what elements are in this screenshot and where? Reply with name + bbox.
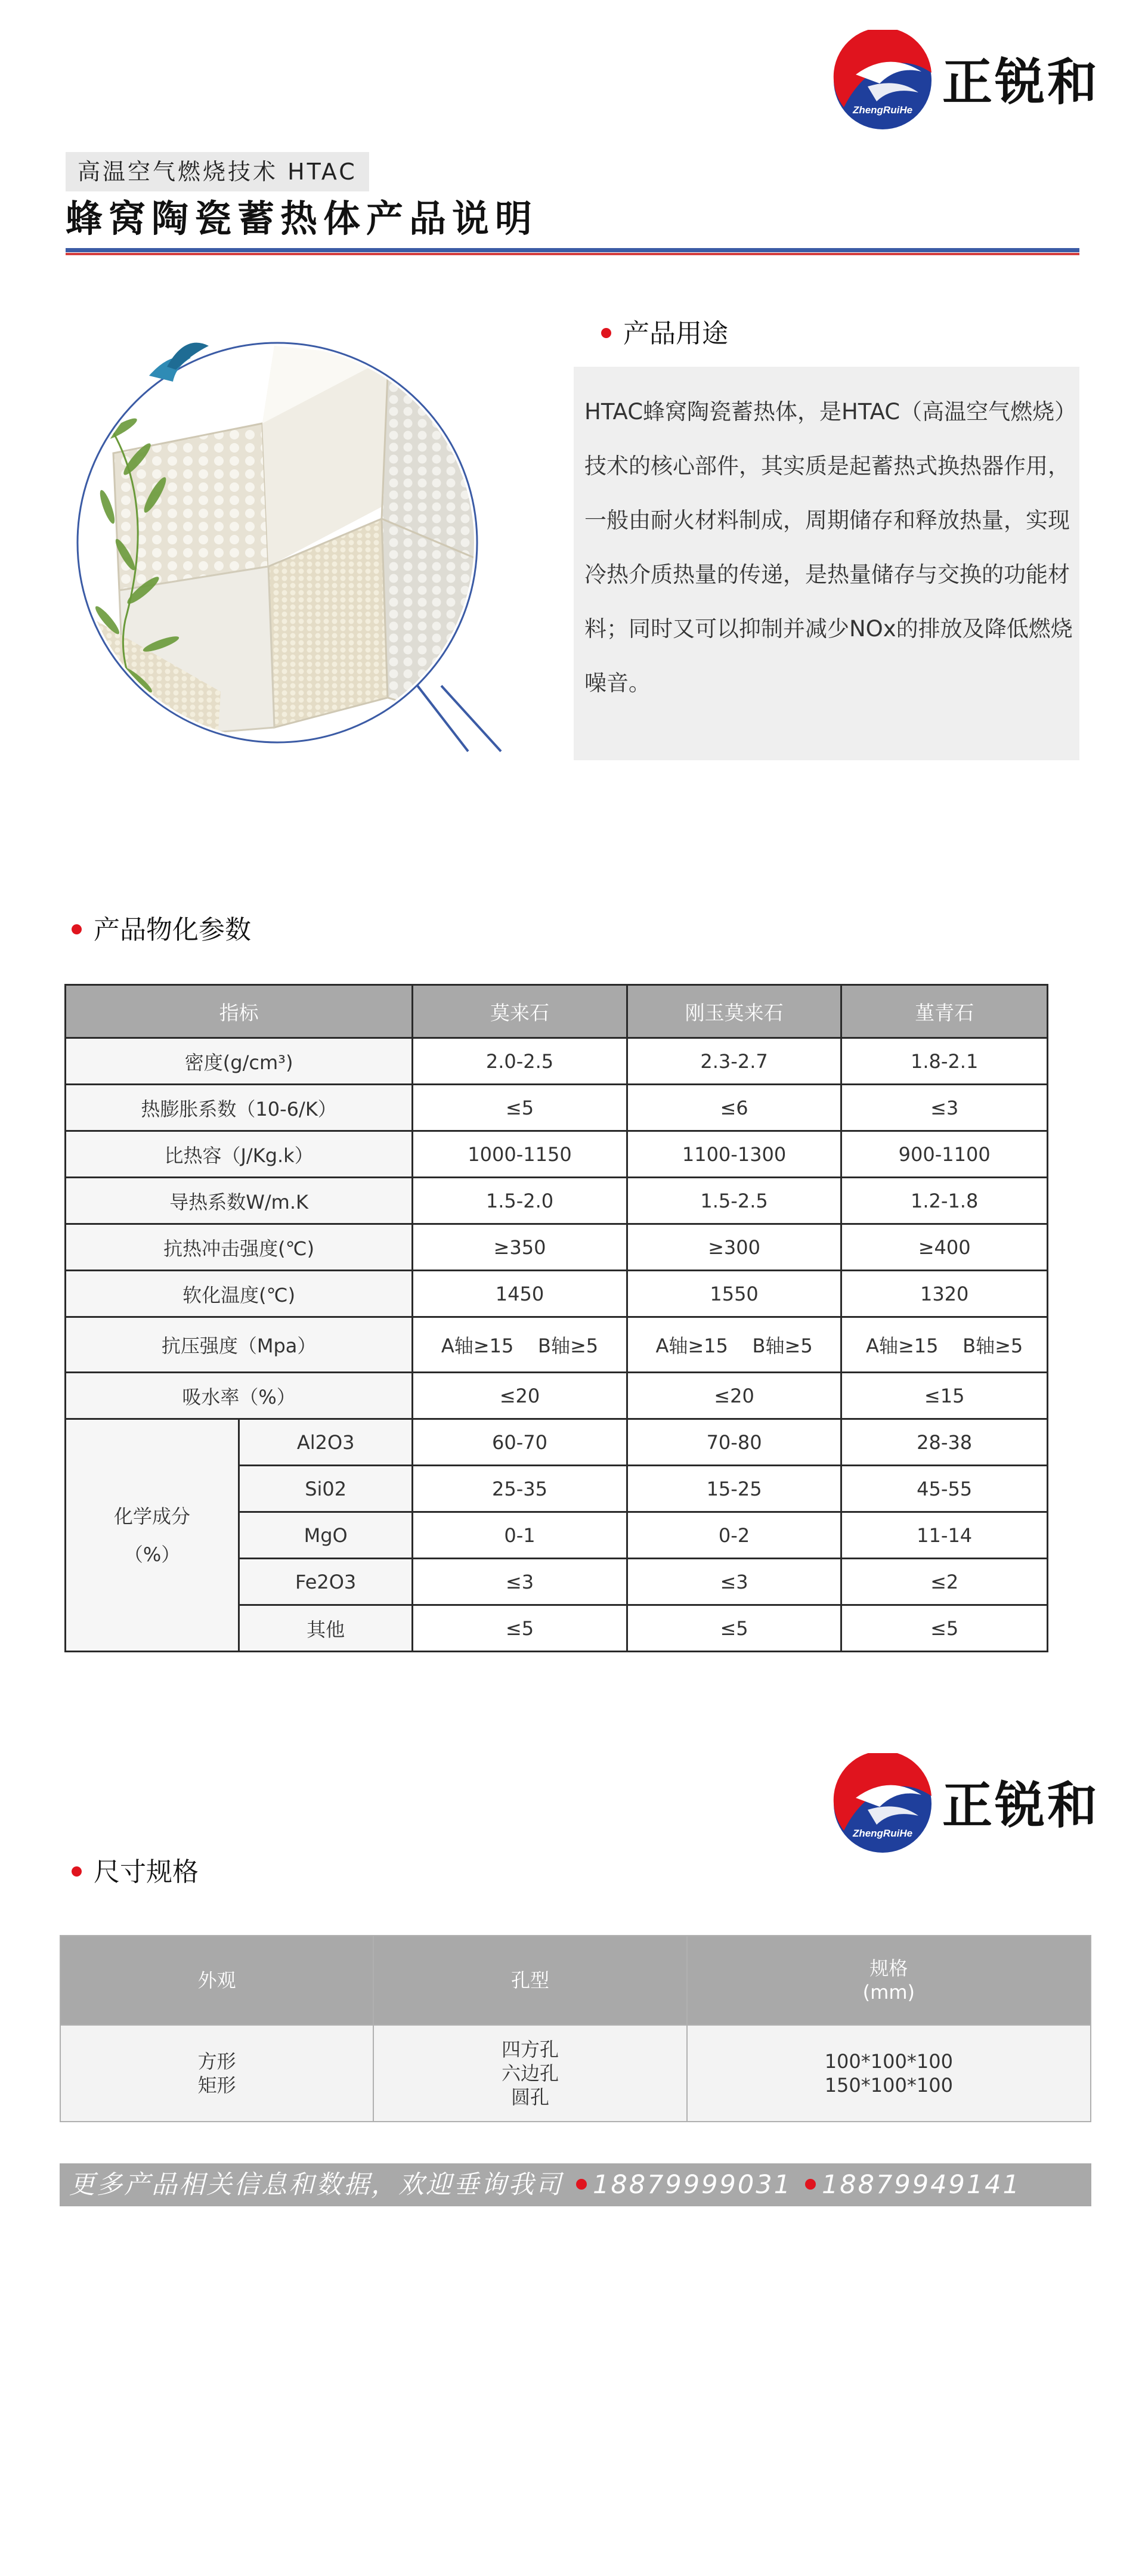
table-cell: 热膨胀系数（10-6/K）	[66, 1085, 413, 1131]
bullet-dot-icon	[72, 924, 82, 934]
table-cell: ≤3	[841, 1085, 1048, 1131]
spec-header-line-1: 规格	[869, 1957, 908, 1980]
table-cell: ≤20	[627, 1373, 841, 1419]
table-cell: ≤6	[627, 1085, 841, 1131]
table-header-cell: 莫来石	[413, 985, 627, 1038]
table-cell: 1100-1300	[627, 1131, 841, 1178]
table-row	[66, 1085, 1048, 1131]
physchem-heading	[72, 912, 251, 948]
table-cell: ≤5	[627, 1605, 841, 1652]
table-cell: 60-70	[413, 1419, 627, 1466]
table-cell: 抗压强度（Mpa）	[66, 1317, 413, 1373]
footer-contact-bar	[60, 2163, 1091, 2206]
table-cell: 密度(g/cm³)	[66, 1038, 413, 1085]
sizes-heading	[72, 1854, 199, 1890]
table-cell: 15-25	[627, 1466, 841, 1512]
table-cell: 70-80	[627, 1419, 841, 1466]
table-cell: Fe2O3	[239, 1559, 413, 1605]
phone-number-1[interactable]: 18879999031	[593, 2170, 792, 2200]
brand-name: 正锐和	[942, 1776, 1100, 1835]
spec-cell	[687, 2025, 1091, 2122]
hole-cell	[373, 2025, 686, 2122]
table-cell: 900-1100	[841, 1131, 1048, 1178]
chem-label-line-1: 化学成分	[114, 1504, 191, 1528]
table-row	[66, 1038, 1048, 1085]
table-row	[66, 1373, 1048, 1419]
header-rule-blue	[66, 248, 1079, 252]
chem-label-line-2: （%）	[123, 1543, 181, 1566]
table-cell: ≥400	[841, 1224, 1048, 1271]
product-photo	[72, 310, 549, 787]
table-cell: 0-1	[413, 1512, 627, 1559]
brand-logo-secondary	[832, 1753, 1106, 1854]
table-header-cell: 堇青石	[841, 985, 1048, 1038]
table-cell: 1000-1150	[413, 1131, 627, 1178]
appearance-cell	[60, 2025, 373, 2122]
list-item: 100*100*100	[824, 2050, 953, 2073]
usage-text: HTAC蜂窝陶瓷蓄热体，是HTAC（高温空气燃烧）技术的核心部件，其实质是起蓄热式换热器作用，一般由耐火材料制成，周期储存和释放热量，实现冷热介质热量的传递，是热量储存与交换的功能材料；同时又可以抑制并减少NOx的排放及降低燃烧噪音。	[584, 399, 1073, 696]
brand-logo-text: ZhengRuiHe	[852, 104, 913, 116]
table-row	[66, 1131, 1048, 1178]
table-cell: 25-35	[413, 1466, 627, 1512]
table-header-row	[66, 985, 1048, 1038]
sizes-heading-label: 尺寸规格	[94, 1857, 199, 1887]
table-cell: Al2O3	[239, 1419, 413, 1466]
table-cell: 抗热冲击强度(℃)	[66, 1224, 413, 1271]
table-header-cell: 孔型	[373, 1936, 686, 2025]
phone-number-2[interactable]: 18879949141	[821, 2170, 1021, 2200]
list-item: 圆孔	[510, 2086, 549, 2109]
table-cell: 45-55	[841, 1466, 1048, 1512]
table-cell: 2.3-2.7	[627, 1038, 841, 1085]
chem-composition-label	[66, 1419, 239, 1652]
table-row	[66, 1317, 1048, 1373]
physchem-heading-label: 产品物化参数	[94, 915, 251, 945]
bullet-dot-icon	[576, 2179, 587, 2190]
brand-name: 正锐和	[942, 53, 1100, 112]
sizes-table	[60, 1935, 1091, 2122]
list-item: 四方孔	[501, 2038, 559, 2061]
table-cell: 吸水率（%）	[66, 1373, 413, 1419]
table-cell: 软化温度(℃)	[66, 1271, 413, 1317]
usage-heading	[601, 316, 728, 352]
table-cell: ≤2	[841, 1559, 1048, 1605]
table-cell: 11-14	[841, 1512, 1048, 1559]
bullet-dot-icon	[601, 328, 611, 338]
table-row	[66, 1419, 1048, 1466]
table-cell: MgO	[239, 1512, 413, 1559]
table-cell: ≤3	[627, 1559, 841, 1605]
table-cell: ≤5	[413, 1085, 627, 1131]
table-cell: ≥350	[413, 1224, 627, 1271]
brand-logo-mark-icon	[832, 1753, 933, 1854]
table-cell: 28-38	[841, 1419, 1048, 1466]
table-cell: 1450	[413, 1271, 627, 1317]
table-cell: ≥300	[627, 1224, 841, 1271]
list-item: 方形	[197, 2050, 236, 2073]
brand-logo-mark-icon	[832, 30, 933, 131]
table-cell: 1320	[841, 1271, 1048, 1317]
table-cell: 1.8-2.1	[841, 1038, 1048, 1085]
table-cell: 1.5-2.5	[627, 1178, 841, 1224]
table-header-cell: 刚玉莫来石	[627, 985, 841, 1038]
table-cell: A轴≥15 B轴≥5	[627, 1317, 841, 1373]
table-cell: ≤20	[413, 1373, 627, 1419]
table-cell: 其他	[239, 1605, 413, 1652]
table-cell: 1.5-2.0	[413, 1178, 627, 1224]
brand-logo	[832, 30, 1106, 131]
table-cell: 0-2	[627, 1512, 841, 1559]
header-rule-red	[66, 253, 1079, 255]
bullet-dot-icon	[72, 1866, 82, 1877]
page-title: 蜂窝陶瓷蓄热体产品说明	[66, 197, 539, 240]
list-item: 150*100*100	[824, 2074, 953, 2097]
table-cell: 1.2-1.8	[841, 1178, 1048, 1224]
table-cell: A轴≥15 B轴≥5	[841, 1317, 1048, 1373]
table-header-cell	[687, 1936, 1091, 2025]
table-row	[66, 1271, 1048, 1317]
table-cell: ≤5	[841, 1605, 1048, 1652]
spec-header-line-2: (mm)	[862, 1981, 915, 2004]
list-item: 六边孔	[501, 2062, 559, 2085]
table-cell: ≤15	[841, 1373, 1048, 1419]
physchem-table	[64, 984, 1048, 1652]
header-tagline: 高温空气燃烧技术 HTAC	[66, 152, 369, 191]
table-cell: 2.0-2.5	[413, 1038, 627, 1085]
usage-box	[574, 367, 1079, 760]
table-cell: A轴≥15 B轴≥5	[413, 1317, 627, 1373]
table-cell: 1550	[627, 1271, 841, 1317]
usage-heading-label: 产品用途	[623, 318, 728, 349]
bullet-dot-icon	[805, 2179, 816, 2190]
table-cell: Si02	[239, 1466, 413, 1512]
table-header-cell: 指标	[66, 985, 413, 1038]
table-cell: 比热容（J/Kg.k）	[66, 1131, 413, 1178]
table-row	[66, 1224, 1048, 1271]
table-cell: 导热系数W/m.K	[66, 1178, 413, 1224]
table-row	[60, 2025, 1091, 2122]
table-cell: ≤3	[413, 1559, 627, 1605]
table-cell: ≤5	[413, 1605, 627, 1652]
footer-message: 更多产品相关信息和数据，欢迎垂询我司	[69, 2170, 563, 2200]
list-item: 矩形	[197, 2074, 236, 2097]
table-header-row	[60, 1936, 1091, 2025]
brand-logo-text: ZhengRuiHe	[852, 1828, 913, 1839]
table-header-cell: 外观	[60, 1936, 373, 2025]
table-row	[66, 1178, 1048, 1224]
